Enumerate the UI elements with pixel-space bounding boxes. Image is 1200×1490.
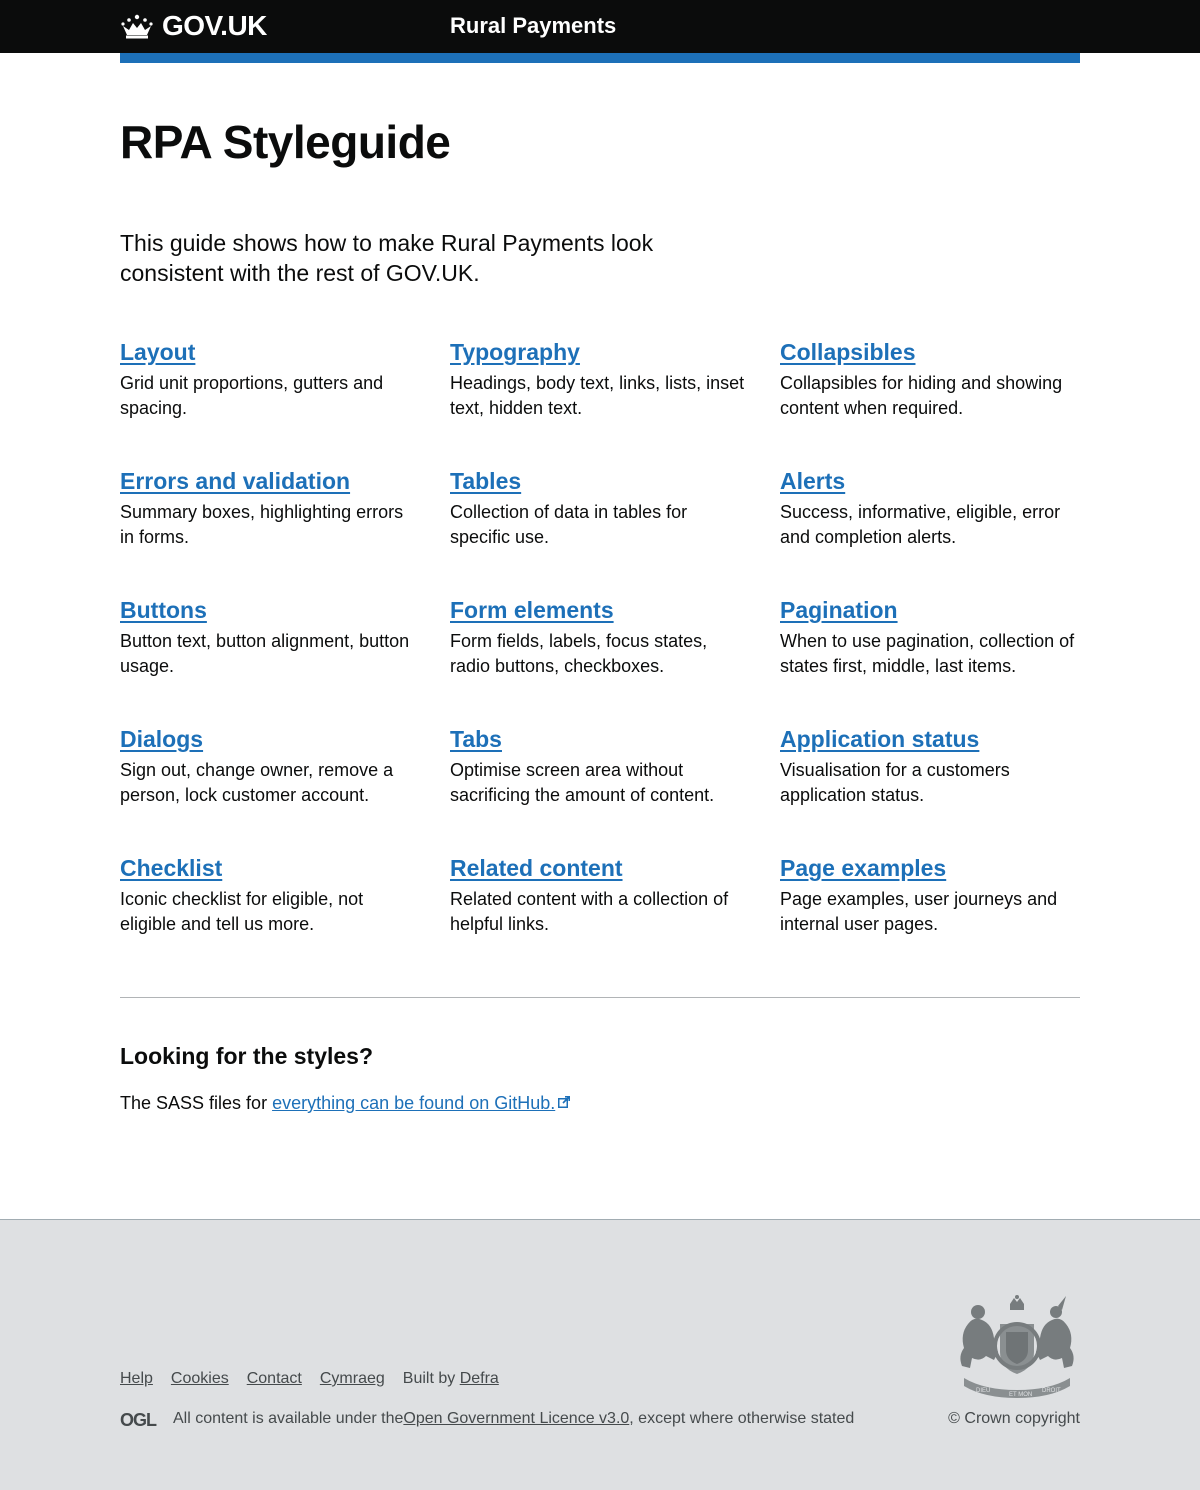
ogl-logo-text: OGL: [120, 1410, 156, 1428]
licence-suffix: , except where otherwise stated: [629, 1410, 855, 1427]
crest-motto-left: DIEU: [976, 1388, 991, 1394]
footer-link-cymraeg[interactable]: Cymraeg: [319, 1370, 385, 1387]
card-link-application-status[interactable]: Application status: [780, 726, 980, 752]
ogl-logo-icon: [120, 1411, 161, 1428]
footer-link-contact[interactable]: Contact: [246, 1370, 302, 1387]
card-link-alerts[interactable]: Alerts: [780, 468, 846, 494]
styles-heading: Looking for the styles?: [120, 1043, 374, 1069]
card-desc: Collapsibles for hiding and showing content when required.: [780, 373, 1063, 418]
card-page-examples: [780, 854, 1080, 937]
card-desc: Summary boxes, highlighting errors in forms.: [120, 502, 404, 547]
card-link-related-content[interactable]: Related content: [450, 855, 623, 881]
card-link-form-elements[interactable]: Form elements: [450, 597, 614, 623]
styles-paragraph: [120, 1093, 570, 1114]
card-desc: Form fields, labels, focus states, radio buttons, checkboxes.: [450, 631, 708, 676]
card-desc: Collection of data in tables for specific use.: [450, 502, 688, 547]
crest-motto-right: DROIT: [1042, 1388, 1061, 1394]
card-form-elements: [450, 596, 750, 679]
site-footer: [0, 1219, 1200, 1490]
lede-text: This guide shows how to make Rural Payments look consistent with the rest of GOV.UK.: [120, 230, 654, 286]
card-desc: Iconic checklist for eligible, not eligible and tell us more.: [120, 889, 364, 934]
card-link-pagination[interactable]: Pagination: [780, 597, 898, 623]
card-buttons: [120, 596, 420, 679]
crown-icon: [120, 13, 154, 39]
site-header: [0, 0, 1200, 53]
section-divider: [120, 997, 1080, 998]
royal-crest-icon: [954, 1294, 1080, 1400]
card-desc: Headings, body text, links, lists, inset text, hidden text.: [450, 373, 745, 418]
ogl-licence-link[interactable]: Open Government Licence v3.0: [403, 1410, 630, 1427]
card-desc: Related content with a collection of helpful links.: [450, 889, 729, 934]
defra-link[interactable]: Defra: [459, 1370, 499, 1387]
card-desc: Sign out, change owner, remove a person, lock customer account.: [120, 760, 394, 805]
card-link-collapsibles[interactable]: Collapsibles: [780, 339, 916, 365]
footer-link-cookies[interactable]: Cookies: [170, 1370, 229, 1387]
card-link-page-examples[interactable]: Page examples: [780, 855, 947, 881]
card-errors: [120, 467, 420, 550]
card-link-buttons[interactable]: Buttons: [120, 597, 207, 623]
card-link-dialogs[interactable]: Dialogs: [120, 726, 204, 752]
card-checklist: [120, 854, 420, 937]
header-blue-bar: [120, 53, 1080, 63]
govuk-logo-link[interactable]: [120, 10, 267, 42]
built-by-prefix: Built by: [402, 1370, 460, 1387]
card-tables: [450, 467, 750, 550]
footer-links: [120, 1370, 517, 1388]
service-name-link[interactable]: Rural Payments: [450, 13, 617, 38]
card-desc: Optimise screen area without sacrificing the amount of content.: [450, 760, 715, 805]
footer-link-help[interactable]: Help: [120, 1370, 153, 1387]
card-tabs: [450, 725, 750, 808]
card-typography: [450, 338, 750, 421]
card-alerts: [780, 467, 1080, 550]
card-link-tables[interactable]: Tables: [450, 468, 522, 494]
card-desc: Button text, button alignment, button usage.: [120, 631, 410, 676]
card-pagination: [780, 596, 1080, 679]
header-container: [120, 0, 1080, 53]
card-collapsibles: [780, 338, 1080, 421]
card-desc: Success, informative, eligible, error and completion alerts.: [780, 502, 1061, 547]
card-link-checklist[interactable]: Checklist: [120, 855, 223, 881]
crest-motto-mid: ET MON: [1009, 1392, 1033, 1398]
card-link-tabs[interactable]: Tabs: [450, 726, 502, 752]
github-link[interactable]: everything can be found on GitHub.: [272, 1093, 556, 1113]
card-desc: Page examples, user journeys and internal user pages.: [780, 889, 1058, 934]
main-content: [120, 63, 1080, 1219]
card-desc: Visualisation for a customers application status.: [780, 760, 1010, 805]
card-link-errors-and-validation[interactable]: Errors and validation: [120, 468, 351, 494]
logo-text: GOV.UK: [162, 10, 267, 41]
card-dialogs: [120, 725, 420, 808]
crown-copyright-link[interactable]: © Crown copyright: [948, 1410, 1080, 1427]
card-link-layout[interactable]: Layout: [120, 339, 196, 365]
card-application-status: [780, 725, 1080, 808]
licence-line: [120, 1410, 854, 1428]
page-title: RPA Styleguide: [120, 116, 451, 168]
styles-text-prefix: The SASS files for: [120, 1093, 273, 1113]
card-related-content: [450, 854, 750, 937]
built-by: [403, 1370, 517, 1388]
card-desc: When to use pagination, collection of states first, middle, last items.: [780, 631, 1075, 676]
card-desc: Grid unit proportions, gutters and spacing.: [120, 373, 384, 418]
external-link-icon: [558, 1096, 570, 1108]
card-layout: [120, 338, 420, 421]
card-link-typography[interactable]: Typography: [450, 339, 580, 365]
footer-container: [120, 1220, 1080, 1490]
licence-prefix: All content is available under the: [173, 1410, 404, 1427]
